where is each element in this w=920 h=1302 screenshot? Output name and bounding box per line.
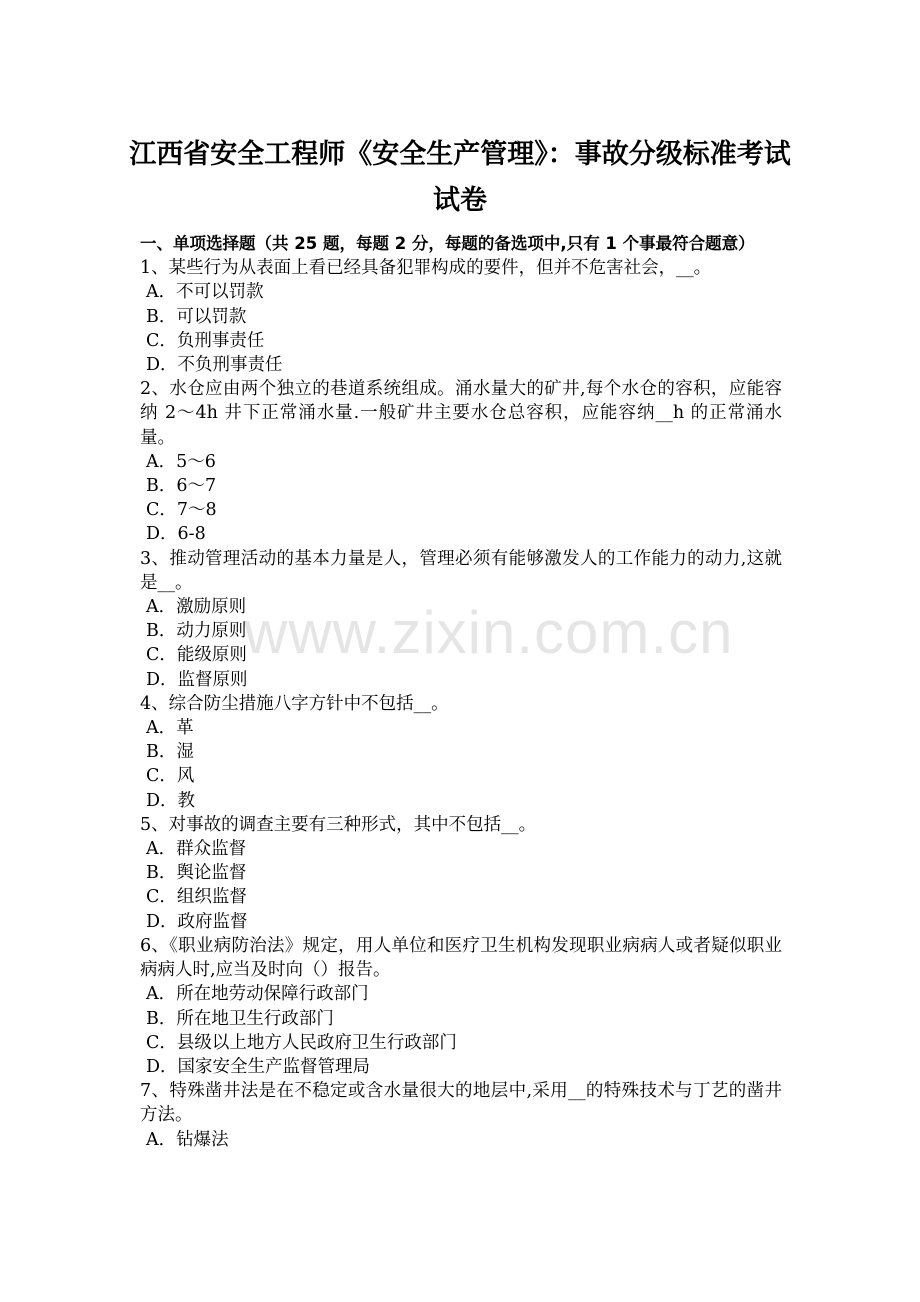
document-body (140, 232, 782, 1152)
question-2 (140, 377, 782, 546)
option: A．革 (146, 718, 194, 739)
option: D．政府监督 (146, 911, 248, 932)
option: B．6～7 (146, 476, 217, 497)
option: C．县级以上地方人民政府卫生行政部门 (146, 1032, 457, 1053)
option: D．6-8 (146, 524, 206, 545)
option: C．7～8 (146, 500, 217, 521)
question-text: 1、某些行为从表面上看已经具备犯罪构成的要件，但并不危害社会，__。 (140, 258, 712, 279)
question-3 (140, 547, 782, 692)
option: D．监督原则 (146, 669, 248, 690)
question-text: 4、综合防尘措施八字方针中不包括__。 (140, 693, 449, 714)
option: A．群众监督 (146, 839, 247, 860)
option: C．组织监督 (146, 887, 247, 908)
question-text: 3、推动管理活动的基本力量是人，管理必须有能够激发人的工作能力的动力,这就是__。 (140, 548, 782, 593)
option: B．所在地卫生行政部门 (146, 1008, 334, 1029)
question-5 (140, 813, 782, 934)
option: A．钻爆法 (146, 1129, 229, 1150)
question-text: 5、对事故的调查主要有三种形式，其中不包括__。 (140, 814, 537, 835)
question-text: 7、特殊凿井法是在不稳定或含水量很大的地层中,采用__的特殊技术与丁艺的凿井方法。 (140, 1081, 782, 1126)
option: A．所在地劳动保障行政部门 (146, 984, 369, 1005)
question-7 (140, 1079, 782, 1152)
option: B．动力原则 (146, 621, 247, 642)
option: D．不负刑事责任 (146, 355, 283, 376)
option: D．教 (146, 790, 196, 811)
option: C．负刑事责任 (146, 330, 265, 351)
section-heading: 一、单项选择题（共 25 题，每题 2 分，每题的备选项中,只有 1 个事最符合题意） (140, 234, 755, 253)
watermark: www.zixin.com.cn (244, 599, 734, 666)
option: A．激励原则 (146, 597, 247, 618)
option: A．5～6 (146, 451, 216, 472)
option: B．舆论监督 (146, 863, 247, 884)
option: D．国家安全生产监督管理局 (146, 1056, 371, 1077)
option: B．湿 (146, 742, 194, 763)
option: A．不可以罚款 (146, 282, 264, 303)
question-6 (140, 934, 782, 1079)
question-1 (140, 256, 782, 377)
question-text: 6、《职业病防治法》规定，用人单位和医疗卫生机构发现职业病病人或者疑似职业病病人时,应当及时向（）报告。 (140, 935, 782, 981)
question-text: 2、水仓应由两个独立的巷道系统组成。涌水量大的矿井,每个水仓的容积，应能容纳 2～4h 井下正常涌水量.一般矿井主要水仓总容积，应能容纳__h 的正常涌水量。 (140, 379, 782, 448)
option: C．能级原则 (146, 645, 247, 666)
option: B．可以罚款 (146, 306, 247, 327)
document-title: 江西省安全工程师《安全生产管理》：事故分级标准考试试卷 (129, 139, 791, 216)
option: C．风 (146, 766, 195, 787)
question-4 (140, 692, 782, 813)
